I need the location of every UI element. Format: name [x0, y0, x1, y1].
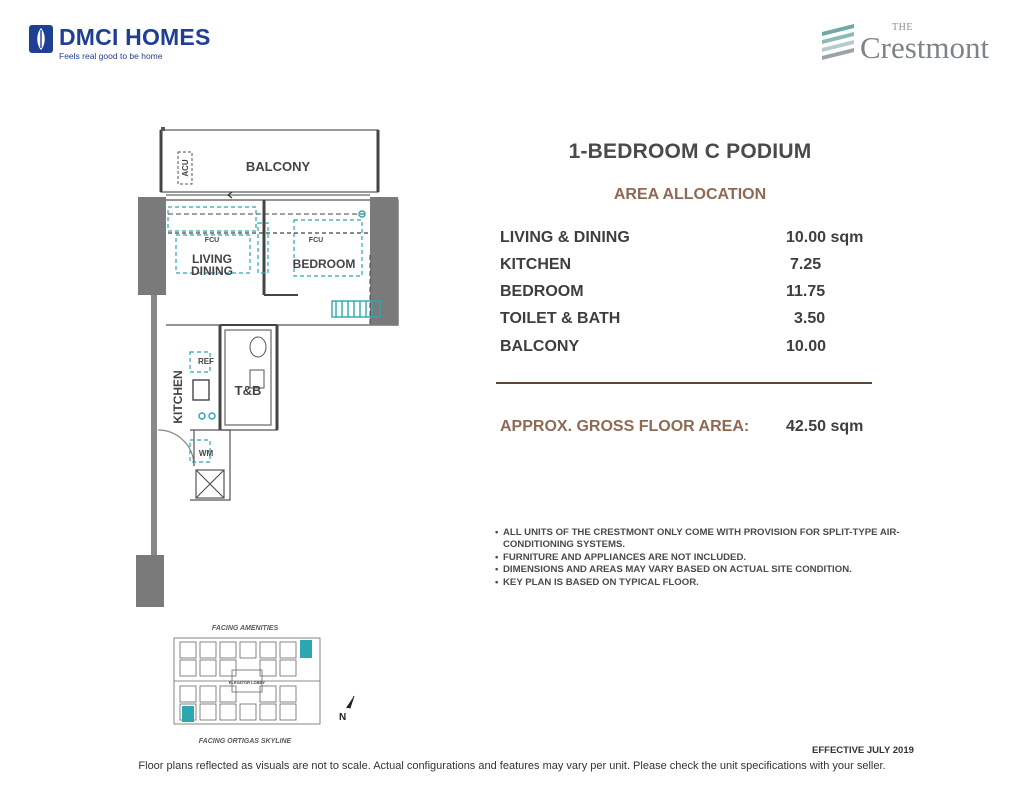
- gross-floor-area-label: APPROX. GROSS FLOOR AREA:: [500, 418, 750, 435]
- project-name: Crestmont: [860, 30, 990, 65]
- area-row-bedroom: [500, 283, 870, 305]
- living-label: LIVING: [191, 252, 233, 266]
- keyplan-bottom-label: FACING ORTIGAS SKYLINE: [198, 738, 292, 745]
- effective-date: EFFECTIVE JULY 2019: [812, 745, 914, 756]
- north-arrow-icon: [334, 694, 358, 722]
- unit-floor-plan: [130, 125, 420, 615]
- acu-label: ACU: [181, 159, 190, 177]
- note-item: • ALL UNITS OF THE CRESTMONT ONLY COME WITH PROVISION FOR SPLIT-TYPE AIR-CONDITIONING SYSTEMS.: [495, 527, 900, 551]
- disclaimer: Floor plans reflected as visuals are not to scale. Actual configurations and features may vary per unit. Please check the unit specifications with your seller.: [138, 760, 886, 772]
- crestmont-logo: [820, 20, 1005, 66]
- crestmont-emblem-icon: [820, 22, 856, 62]
- area-label: KITCHEN: [500, 256, 572, 273]
- area-row-kitchen: [500, 256, 870, 278]
- dining-label: DINING: [191, 264, 233, 278]
- note-item: • FURNITURE AND APPLIANCES ARE NOT INCLUDED.: [495, 551, 747, 563]
- area-row-toilet-bath: [500, 310, 870, 332]
- developer-name: DMCI HOMES: [59, 24, 211, 50]
- elevator-lobby-label: ELEVATOR LOBBY: [228, 680, 266, 685]
- dmci-homes-logo: [28, 22, 228, 66]
- area-row-balcony: [500, 338, 870, 360]
- developer-tagline: Feels real good to be home: [59, 51, 163, 61]
- area-label: BALCONY: [500, 338, 580, 355]
- notes-list: [495, 527, 905, 589]
- fcu-living-label: FCU: [204, 237, 220, 244]
- area-value: 11.75: [786, 283, 826, 300]
- unit-title: 1-BEDROOM C PODIUM: [568, 140, 812, 163]
- fcu-bedroom-label: FCU: [308, 237, 324, 244]
- area-label: LIVING & DINING: [500, 229, 630, 246]
- area-allocation-heading: AREA ALLOCATION: [613, 186, 767, 203]
- area-divider: [496, 382, 872, 384]
- key-plan: [172, 636, 322, 726]
- area-value: 10.00: [786, 338, 827, 355]
- wm-label: WM: [198, 449, 214, 458]
- bedroom-label: BEDROOM: [292, 257, 356, 271]
- balcony-label: BALCONY: [245, 159, 311, 174]
- project-prefix: THE: [892, 22, 913, 33]
- area-label: BEDROOM: [500, 283, 584, 300]
- note-item: • DIMENSIONS AND AREAS MAY VARY BASED ON ACTUAL SITE CONDITION.: [495, 564, 852, 576]
- keyplan-top-label: FACING AMENITIES: [211, 625, 279, 632]
- north-label: N: [339, 712, 347, 722]
- area-row-living-dining: [500, 229, 870, 251]
- area-label: TOILET & BATH: [500, 310, 621, 327]
- area-value: 10.00 sqm: [786, 229, 864, 246]
- gross-floor-area-value: 42.50 sqm: [786, 418, 864, 435]
- note-item: • KEY PLAN IS BASED ON TYPICAL FLOOR.: [495, 576, 699, 588]
- kitchen-label: KITCHEN: [171, 370, 185, 424]
- area-value: 3.50: [794, 310, 826, 327]
- dmci-emblem-icon: [28, 24, 54, 54]
- area-value: 7.25: [790, 256, 822, 273]
- toilet-bath-label: T&B: [234, 383, 262, 398]
- ref-label: REF: [198, 357, 214, 366]
